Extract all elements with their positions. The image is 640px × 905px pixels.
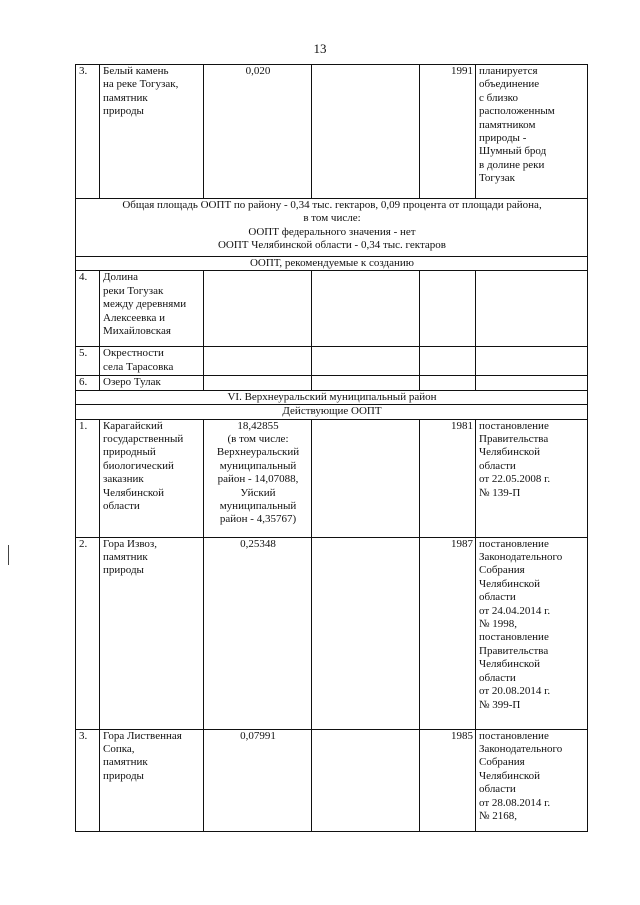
row-number: 3. [76,729,100,831]
empty-cell [204,376,312,390]
empty-cell [420,271,476,347]
empty-cell [476,376,588,390]
legal-basis: постановление Законодательного Собрания Челябинской области от 24.04.2014 г. № 1998, постановление Правительства Челябинской области от 20.08.2014 г. № 399-П [476,537,588,729]
section-header-row [76,390,588,404]
district-header: VI. Верхнеуральский муниципальный район [76,390,588,404]
protected-areas-table [75,64,588,832]
area-name: Карагайский государственный природный биологический заказник Челябинской области [100,419,204,537]
empty-cell [312,271,420,347]
area-name: Долина реки Тогузак между деревнями Алексеевка и Михайловская [100,271,204,347]
year-established: 1981 [420,419,476,537]
table-row [76,65,588,199]
area-size: 0,25348 [204,537,312,729]
year-established: 1985 [420,729,476,831]
year-established: 1991 [420,65,476,199]
recommended-header: ООПТ, рекомендуемые к созданию [76,257,588,271]
empty-cell [420,376,476,390]
table-row [76,376,588,390]
empty-cell [204,347,312,376]
row-number: 1. [76,419,100,537]
row-number: 2. [76,537,100,729]
empty-cell [312,729,420,831]
area-size: 0,07991 [204,729,312,831]
area-name: Гора Лиственная Сопка, памятник природы [100,729,204,831]
section-header-row [76,405,588,419]
legal-basis: постановление Законодательного Собрания Челябинской области от 28.08.2014 г. № 2168, [476,729,588,831]
margin-mark [8,545,9,565]
area-name: Озеро Тулак [100,376,204,390]
empty-cell [476,271,588,347]
summary-row [76,199,588,257]
empty-cell [204,271,312,347]
empty-cell [312,376,420,390]
section-header-row [76,257,588,271]
row-number: 5. [76,347,100,376]
legal-basis: постановление Правительства Челябинской области от 22.05.2008 г. № 139-П [476,419,588,537]
area-size: 0,020 [204,65,312,199]
year-established: 1987 [420,537,476,729]
active-header: Действующие ООПТ [76,405,588,419]
table-row [76,729,588,831]
empty-cell [312,537,420,729]
row-number: 4. [76,271,100,347]
table-row [76,347,588,376]
row-number: 6. [76,376,100,390]
area-name: Белый камень на реке Тогузак, памятник природы [100,65,204,199]
table-row [76,271,588,347]
empty-cell [312,65,420,199]
empty-cell [476,347,588,376]
page-number: 13 [313,41,327,56]
area-size: 18,42855 (в том числе: Верхнеуральский муниципальный район - 14,07088, Уйский муниципальный район - 4,35767) [204,419,312,537]
legal-basis: планируется объединение с близко расположенным памятником природы - Шумный брод в долине реки Тогузак [476,65,588,199]
area-name: Гора Извоз, памятник природы [100,537,204,729]
table-row [76,419,588,537]
area-name: Окрестности села Тарасовка [100,347,204,376]
empty-cell [312,347,420,376]
empty-cell [312,419,420,537]
area-summary: Общая площадь ООПТ по району - 0,34 тыс. гектаров, 0,09 процента от площади района, в том числе: ООПТ федерального значения - нет ООПТ Челябинской области - 0,34 тыс. гектаров [76,199,588,257]
row-number: 3. [76,65,100,199]
table-row [76,537,588,729]
empty-cell [420,347,476,376]
